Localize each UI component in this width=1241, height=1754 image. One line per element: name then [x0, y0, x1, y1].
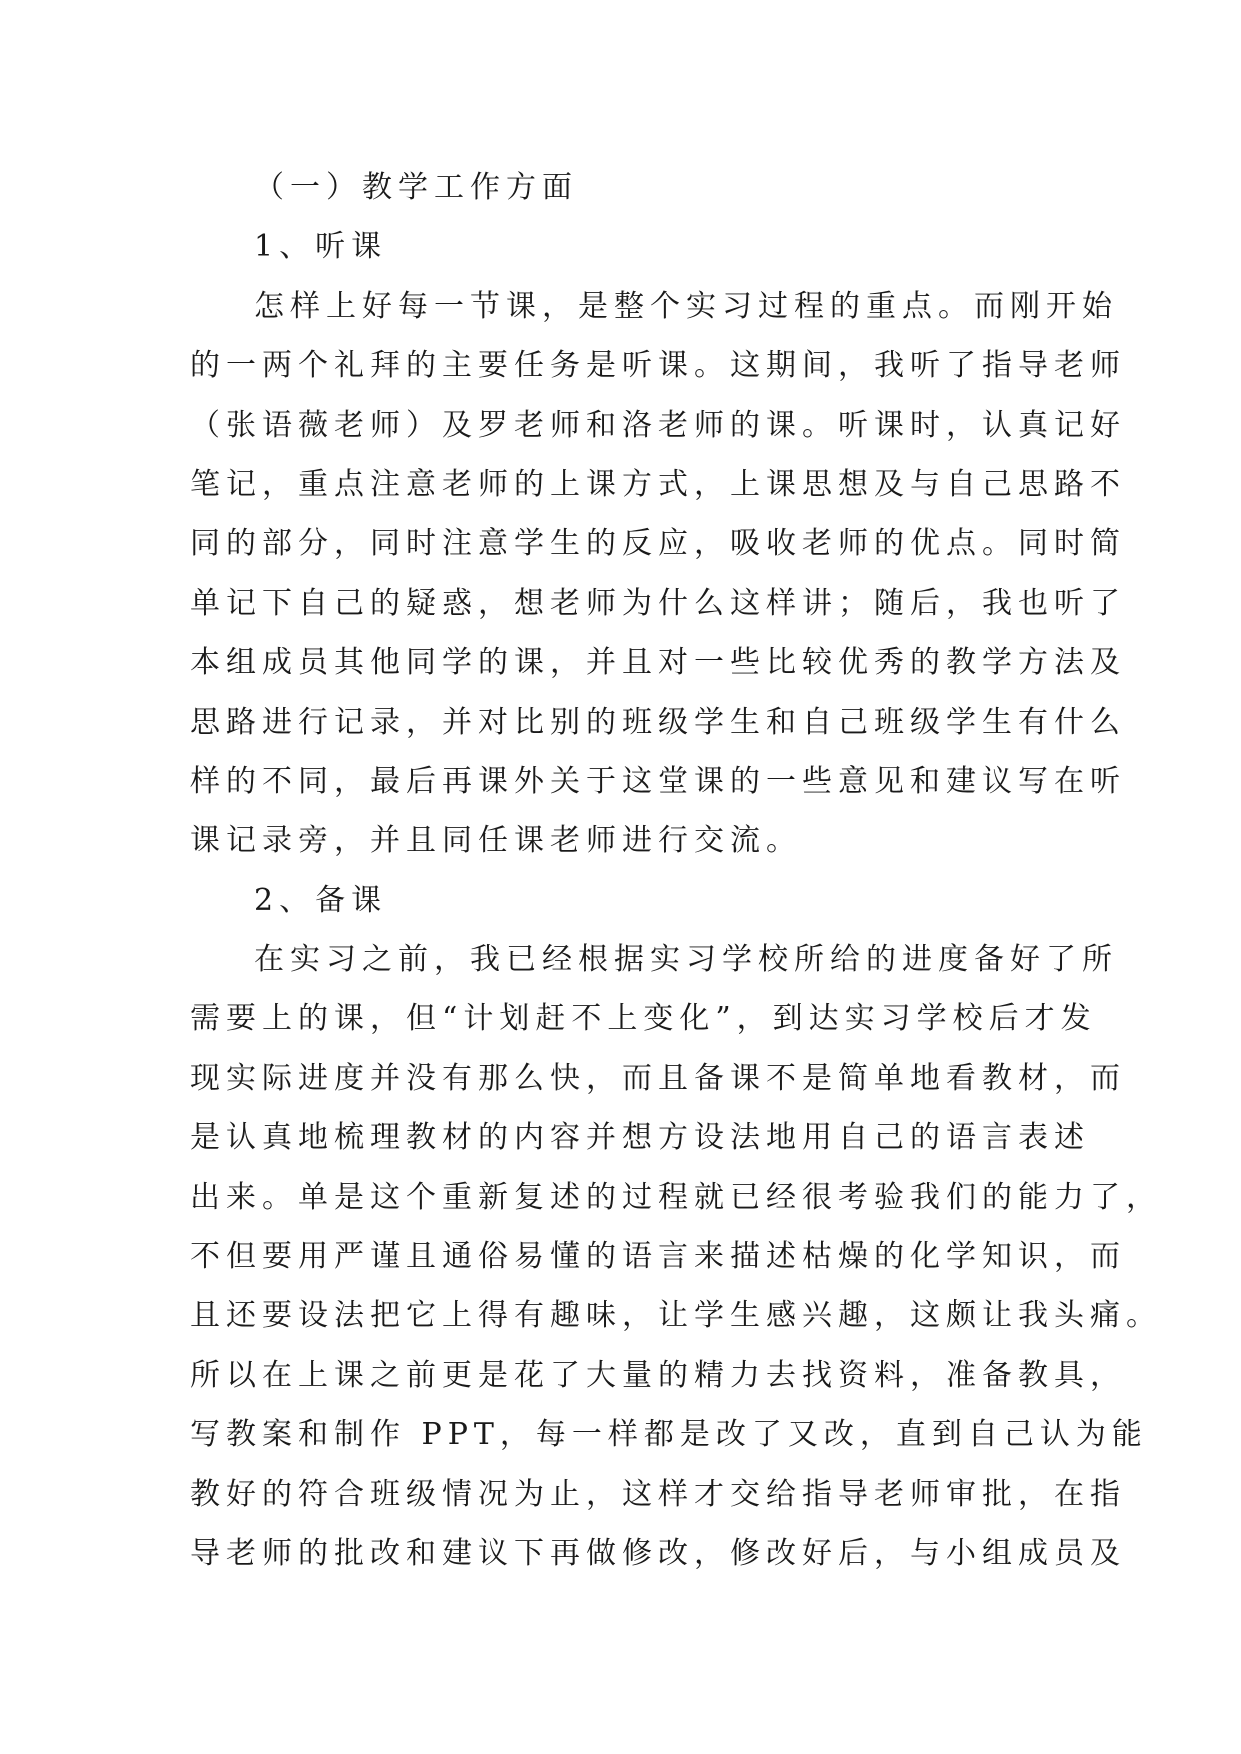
paragraph-line: 导老师的批改和建议下再做修改，修改好后，与小组成员及 [190, 1535, 1126, 1571]
paragraph-line: 所以在上课之前更是花了大量的精力去找资料，准备教具， [190, 1357, 1126, 1393]
paragraph-line: 的一两个礼拜的主要任务是听课。这期间，我听了指导老师 [190, 348, 1126, 384]
paragraph-line: 本组成员其他同学的课，并且对一些比较优秀的教学方法及 [190, 645, 1126, 681]
paragraph-line: （张语薇老师）及罗老师和洛老师的课。听课时，认真记好 [190, 407, 1126, 443]
document-body [190, 158, 1162, 1583]
paragraph-line: 写教案和制作 PPT，每一样都是改了又改，直到自己认为能 [190, 1417, 1148, 1453]
paragraph-line: 在实习之前，我已经根据实习学校所给的进度备好了所 [254, 942, 1118, 978]
paragraph-line: 同的部分，同时注意学生的反应，吸收老师的优点。同时简 [190, 526, 1126, 562]
section-heading: （一）教学工作方面 [254, 170, 578, 205]
subsection-heading-preparation: 2、备课 [254, 882, 388, 918]
paragraph-line: 怎样上好每一节课，是整个实习过程的重点。而刚开始 [254, 288, 1118, 324]
paragraph-line: 需要上的课，但“计划赶不上变化”，到达实习学校后才发 [190, 1001, 1097, 1037]
paragraph-line: 不但要用严谨且通俗易懂的语言来描述枯燥的化学知识，而 [190, 1239, 1126, 1275]
paragraph-line: 教好的符合班级情况为止，这样才交给指导老师审批，在指 [190, 1476, 1126, 1512]
paragraph-line: 是认真地梳理教材的内容并想方设法地用自己的语言表述 [190, 1120, 1090, 1156]
paragraph-line: 课记录旁，并且同任课老师进行交流。 [190, 823, 802, 859]
paragraph-line: 样的不同，最后再课外关于这堂课的一些意见和建议写在听 [190, 763, 1126, 799]
paragraph-line: 现实际进度并没有那么快，而且备课不是简单地看教材，而 [190, 1060, 1126, 1096]
paragraph-line: 笔记，重点注意老师的上课方式，上课思想及与自己思路不 [190, 466, 1126, 502]
paragraph-line: 且还要设法把它上得有趣味，让学生感兴趣，这颇让我头痛。 [190, 1298, 1162, 1334]
paragraph-line: 单记下自己的疑惑，想老师为什么这样讲；随后，我也听了 [190, 585, 1126, 621]
paragraph-line: 出来。单是这个重新复述的过程就已经很考验我们的能力了， [190, 1179, 1162, 1215]
paragraph-line: 思路进行记录，并对比别的班级学生和自己班级学生有什么 [190, 704, 1126, 740]
subsection-heading-listening: 1、听课 [254, 229, 388, 265]
